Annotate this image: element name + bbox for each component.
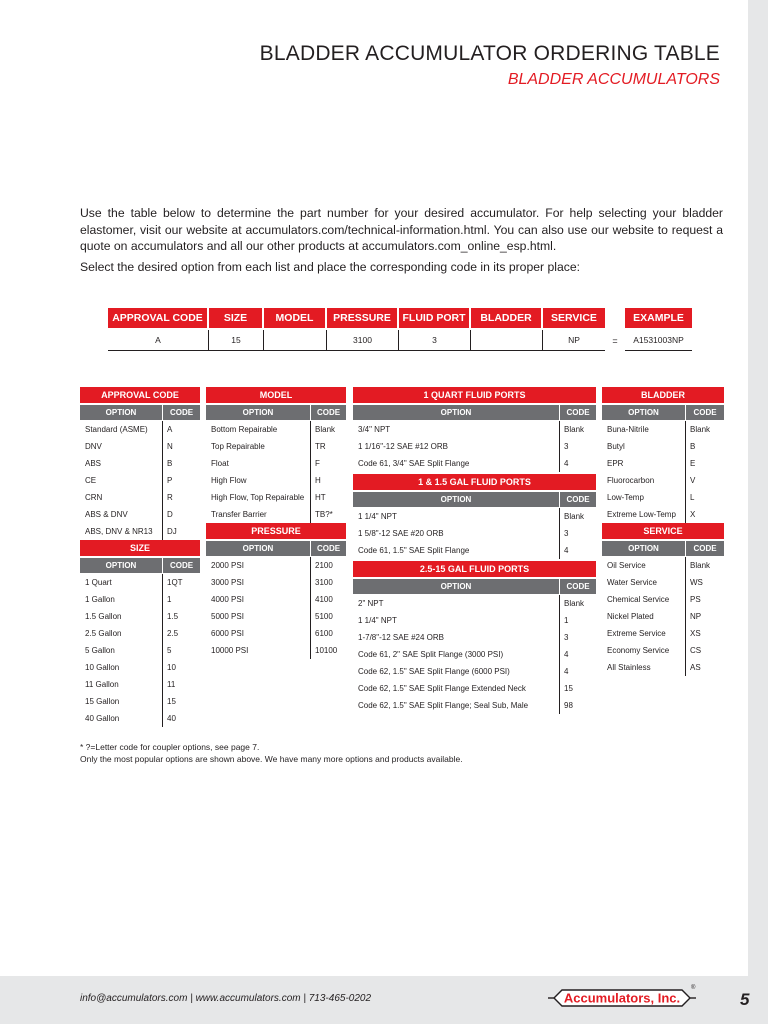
option-col-label: OPTION [80, 405, 163, 420]
option-cell: CRN [80, 489, 163, 506]
model-col-header [206, 405, 346, 420]
service-title: SERVICE [602, 523, 724, 539]
code-cell: HT [315, 493, 326, 502]
option-cell: High Flow, Top Repairable [206, 489, 311, 506]
ports-1-15-rows [353, 508, 596, 559]
option-cell: Extreme Service [602, 625, 686, 642]
table-row [602, 472, 724, 489]
option-cell: DNV [80, 438, 163, 455]
code-col-label: CODE [686, 405, 724, 420]
service-col-header [602, 541, 724, 556]
option-col-label: OPTION [353, 405, 560, 420]
header-example: EXAMPLE [625, 308, 692, 328]
option-cell: Chemical Service [602, 591, 686, 608]
code-cell: L [690, 493, 695, 502]
table-row [602, 591, 724, 608]
model-rows [206, 421, 346, 523]
table-row [206, 438, 346, 455]
code-cell: N [167, 442, 173, 451]
code-cell: 15 [564, 684, 573, 693]
code-cell: 3 [564, 633, 569, 642]
table-row [353, 680, 596, 697]
table-row [353, 438, 596, 455]
option-cell: Butyl [602, 438, 686, 455]
table-row [80, 659, 200, 676]
option-cell: Code 61, 2" SAE Split Flange (3000 PSI) [353, 646, 560, 663]
table-row [353, 595, 596, 612]
pressure-rows [206, 557, 346, 659]
table-row [80, 523, 200, 540]
code-cell: Blank [564, 599, 585, 608]
size-rows [80, 574, 200, 727]
ports-1qt-title: 1 QUART FLUID PORTS [353, 387, 596, 403]
table-row [602, 455, 724, 472]
value-pressure: 3100 [327, 330, 399, 351]
table-row [80, 438, 200, 455]
option-cell: 2.5 Gallon [80, 625, 163, 642]
option-col-label: OPTION [353, 492, 560, 507]
option-cell: 1 1/16"-12 SAE #12 ORB [353, 438, 560, 455]
code-cell: XS [690, 629, 701, 638]
option-cell: CE [80, 472, 163, 489]
code-cell: Blank [315, 425, 336, 434]
option-cell: ABS & DNV [80, 506, 163, 523]
code-cell: B [167, 459, 173, 468]
option-cell: Code 62, 1.5" SAE Split Flange (6000 PSI) [353, 663, 560, 680]
option-cell: 6000 PSI [206, 625, 311, 642]
table-row [80, 506, 200, 523]
value-bladder [471, 330, 543, 351]
value-fluid-port: 3 [399, 330, 471, 351]
bladder-rows [602, 421, 724, 523]
code-cell: E [690, 459, 696, 468]
code-cell: 5 [167, 646, 172, 655]
code-cell: 3100 [315, 578, 333, 587]
option-cell: Water Service [602, 574, 686, 591]
table-row [353, 697, 596, 714]
ports-25-15-rows [353, 595, 596, 714]
page-subtitle: BLADDER ACCUMULATORS [507, 71, 720, 88]
option-col-label: OPTION [206, 541, 311, 556]
ports-1-15-col-header [353, 492, 596, 507]
option-cell: Transfer Barrier [206, 506, 311, 523]
option-cell: 3000 PSI [206, 574, 311, 591]
footnote-line-1: * ?=Letter code for coupler options, see page 7. [80, 742, 260, 752]
approval-code-rows [80, 421, 200, 540]
code-cell: 4 [564, 546, 569, 555]
ports-1-15-title: 1 & 1.5 GAL FLUID PORTS [353, 474, 596, 490]
code-col-label: CODE [686, 541, 724, 556]
code-cell: A [167, 425, 173, 434]
table-row [206, 472, 346, 489]
option-cell: 3/4" NPT [353, 421, 560, 438]
equals-sign: = [612, 335, 618, 346]
code-cell: B [690, 442, 696, 451]
code-cell: NP [690, 612, 702, 621]
header-bladder: BLADDER [471, 308, 541, 328]
ports-25-15-title: 2.5-15 GAL FLUID PORTS [353, 561, 596, 577]
code-cell: Blank [690, 561, 711, 570]
table-row [206, 455, 346, 472]
table-row [80, 455, 200, 472]
code-col-label: CODE [560, 405, 596, 420]
option-cell: 10000 PSI [206, 642, 311, 659]
code-cell: 1 [564, 616, 569, 625]
code-cell: 10 [167, 663, 176, 672]
approval-code-title: APPROVAL CODE [80, 387, 200, 403]
header-pressure: PRESSURE [327, 308, 397, 328]
size-col-header [80, 558, 200, 573]
table-row [353, 508, 596, 525]
table-row [602, 506, 724, 523]
intro-paragraph: Use the table below to determine the part number for your desired accumulator. For help selecting your bladder elastomer, visit our website at accumulators.com/technical-information.html. You can also use our website to request a quote on accumulators and all our other products at accumulators.com_online_esp.html. [80, 206, 723, 253]
table-row [602, 625, 724, 642]
code-cell: 4 [564, 459, 569, 468]
code-col-label: CODE [560, 579, 596, 594]
table-row [353, 612, 596, 629]
code-col-label: CODE [311, 541, 346, 556]
option-cell: Float [206, 455, 311, 472]
option-cell: Nickel Plated [602, 608, 686, 625]
model-title: MODEL [206, 387, 346, 403]
page-number: 5 [740, 990, 750, 1009]
option-cell: Buna-Nitrile [602, 421, 686, 438]
option-cell: 1 Quart [80, 574, 163, 591]
code-cell: 1QT [167, 578, 183, 587]
table-row [80, 421, 200, 438]
option-cell: 5 Gallon [80, 642, 163, 659]
option-col-label: OPTION [602, 405, 686, 420]
option-cell: Top Repairable [206, 438, 311, 455]
code-cell: 2.5 [167, 629, 179, 638]
service-rows [602, 557, 724, 676]
table-row [206, 642, 346, 659]
table-row [206, 608, 346, 625]
code-cell: 4100 [315, 595, 333, 604]
code-cell: 98 [564, 701, 573, 710]
code-cell: CS [690, 646, 702, 655]
table-row [353, 663, 596, 680]
option-cell: 15 Gallon [80, 693, 163, 710]
approval-code-col-header [80, 405, 200, 420]
header-approval-code: APPROVAL CODE [108, 308, 207, 328]
code-cell: 3 [564, 529, 569, 538]
bladder-title: BLADDER [602, 387, 724, 403]
bladder-col-header [602, 405, 724, 420]
accumulators-logo [548, 983, 696, 1013]
code-cell: 4 [564, 667, 569, 676]
table-row [602, 489, 724, 506]
footnote-line-2: Only the most popular options are shown above. We have many more options and products available. [80, 754, 463, 764]
option-col-label: OPTION [80, 558, 163, 573]
table-row [602, 438, 724, 455]
page-title: BLADDER ACCUMULATOR ORDERING TABLE [259, 42, 720, 65]
option-cell: Code 62, 1.5" SAE Split Flange Extended Neck [353, 680, 560, 697]
option-cell: 1.5 Gallon [80, 608, 163, 625]
table-row [353, 421, 596, 438]
code-cell: 2100 [315, 561, 333, 570]
ports-1qt-col-header [353, 405, 596, 420]
option-col-label: OPTION [206, 405, 311, 420]
table-row [206, 625, 346, 642]
table-row [353, 646, 596, 663]
registered-mark: ® [691, 985, 696, 991]
table-row [80, 574, 200, 591]
table-row [602, 608, 724, 625]
size-title: SIZE [80, 540, 200, 556]
table-row [80, 472, 200, 489]
code-cell: 4 [564, 650, 569, 659]
option-cell: Code 62, 1.5" SAE Split Flange; Seal Sub, Male [353, 697, 560, 714]
table-row [602, 421, 724, 438]
option-cell: Fluorocarbon [602, 472, 686, 489]
footnote [80, 741, 463, 765]
code-cell: 1 [167, 595, 172, 604]
code-cell: P [167, 476, 173, 485]
code-cell: TB?* [315, 510, 333, 519]
code-cell: 11 [167, 680, 176, 689]
table-row [206, 557, 346, 574]
option-cell: 10 Gallon [80, 659, 163, 676]
table-row [353, 542, 596, 559]
table-row [353, 455, 596, 472]
table-row [353, 629, 596, 646]
code-cell: X [690, 510, 696, 519]
header-service: SERVICE [543, 308, 605, 328]
option-cell: EPR [602, 455, 686, 472]
code-col-label: CODE [163, 558, 200, 573]
value-approval-code: A [108, 330, 209, 351]
option-cell: Extreme Low-Temp [602, 506, 686, 523]
option-cell: Standard (ASME) [80, 421, 163, 438]
code-cell: TR [315, 442, 326, 451]
table-row [602, 574, 724, 591]
value-example: A1531003NP [625, 330, 692, 351]
table-row [206, 489, 346, 506]
option-cell: 11 Gallon [80, 676, 163, 693]
header-fluid-port: FLUID PORT [399, 308, 469, 328]
table-row [80, 608, 200, 625]
header-size: SIZE [209, 308, 262, 328]
code-cell: D [167, 510, 173, 519]
option-cell: Oil Service [602, 557, 686, 574]
table-row [206, 574, 346, 591]
code-cell: 5100 [315, 612, 333, 621]
pressure-title: PRESSURE [206, 523, 346, 539]
ports-25-15-col-header [353, 579, 596, 594]
option-cell: 1 Gallon [80, 591, 163, 608]
code-cell: 40 [167, 714, 176, 723]
pressure-col-header [206, 541, 346, 556]
option-cell: Code 61, 1.5" SAE Split Flange [353, 542, 560, 559]
table-row [80, 625, 200, 642]
option-cell: Code 61, 3/4" SAE Split Flange [353, 455, 560, 472]
table-row [206, 506, 346, 523]
table-row [602, 557, 724, 574]
option-cell: 1 1/4" NPT [353, 508, 560, 525]
table-row [80, 693, 200, 710]
code-cell: DJ [167, 527, 177, 536]
option-cell: 1-7/8"-12 SAE #24 ORB [353, 629, 560, 646]
value-model [264, 330, 327, 351]
table-row [80, 710, 200, 727]
code-cell: 3 [564, 442, 569, 451]
option-cell: Bottom Repairable [206, 421, 311, 438]
option-cell: High Flow [206, 472, 311, 489]
code-cell: Blank [564, 512, 585, 521]
option-cell: ABS [80, 455, 163, 472]
code-col-label: CODE [163, 405, 200, 420]
option-cell: Economy Service [602, 642, 686, 659]
table-row [602, 642, 724, 659]
value-size: 15 [209, 330, 264, 351]
code-cell: AS [690, 663, 701, 672]
option-cell: 1 1/4" NPT [353, 612, 560, 629]
code-cell: 10100 [315, 646, 338, 655]
table-row [80, 591, 200, 608]
code-cell: R [167, 493, 173, 502]
code-cell: 15 [167, 697, 176, 706]
option-cell: 1 5/8"-12 SAE #20 ORB [353, 525, 560, 542]
option-cell: 2" NPT [353, 595, 560, 612]
option-cell: ABS, DNV & NR13 [80, 523, 163, 540]
option-col-label: OPTION [353, 579, 560, 594]
option-cell: All Stainless [602, 659, 686, 676]
footer-contact: info@accumulators.com | www.accumulators.com | 713-465-0202 [80, 993, 372, 1004]
table-row [80, 642, 200, 659]
code-cell: Blank [690, 425, 711, 434]
code-cell: WS [690, 578, 703, 587]
option-cell: 40 Gallon [80, 710, 163, 727]
option-cell: 5000 PSI [206, 608, 311, 625]
table-row [206, 421, 346, 438]
code-cell: 1.5 [167, 612, 179, 621]
ports-1qt-rows [353, 421, 596, 472]
code-col-label: CODE [560, 492, 596, 507]
option-cell: 4000 PSI [206, 591, 311, 608]
code-cell: F [315, 459, 320, 468]
table-row [206, 591, 346, 608]
logo-text: Accumulators, Inc. [563, 990, 681, 1006]
code-cell: PS [690, 595, 701, 604]
value-service: NP [543, 330, 605, 351]
code-col-label: CODE [311, 405, 346, 420]
table-row [80, 676, 200, 693]
table-row [353, 525, 596, 542]
code-cell: 6100 [315, 629, 333, 638]
code-cell: H [315, 476, 321, 485]
select-instruction: Select the desired option from each list and place the corresponding code in its proper place: [80, 260, 580, 274]
option-cell: 2000 PSI [206, 557, 311, 574]
table-row [80, 489, 200, 506]
code-cell: V [690, 476, 696, 485]
code-cell: Blank [564, 425, 585, 434]
option-col-label: OPTION [602, 541, 686, 556]
table-row [602, 659, 724, 676]
header-model: MODEL [264, 308, 325, 328]
option-cell: Low-Temp [602, 489, 686, 506]
